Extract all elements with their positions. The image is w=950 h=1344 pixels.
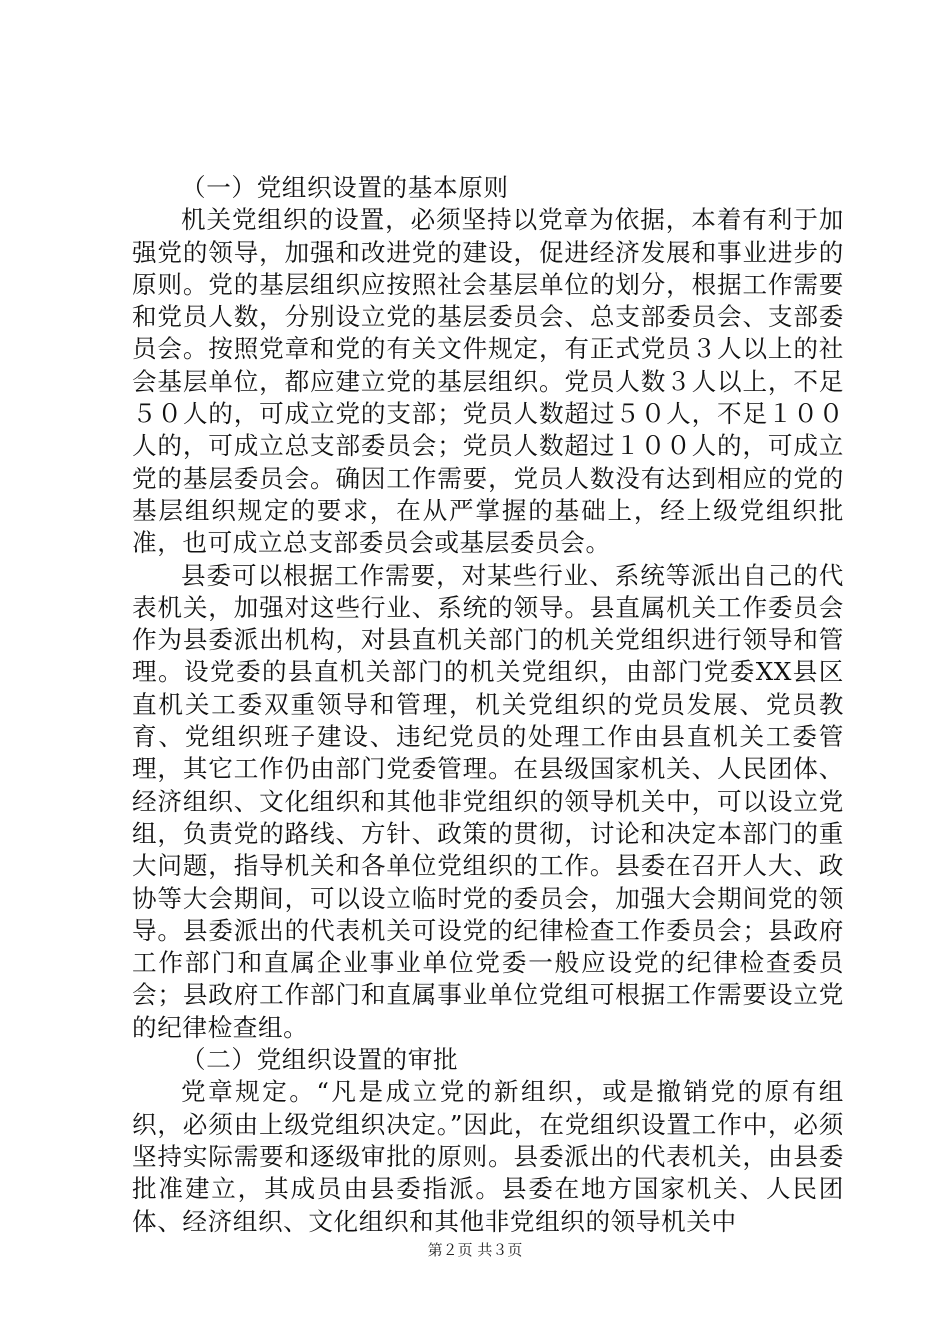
paragraph-approval: 党章规定。“凡是成立党的新组织，或是撤销党的原有组织，必须由上级党组织决定。”因此，在党组织设置工作中，必须坚持实际需要和逐级审批的原则。县委派出的代表机关，由县委批准建立，其成员由县委指派。县委在地方国家机关、人民团体、经济组织、文化组织和其他非党组织的领导机关中: [132, 1077, 844, 1236]
document-body: [132, 172, 844, 1238]
paragraph-principles: 机关党组织的设置，必须坚持以党章为依据，本着有利于加强党的领导，加强和改进党的建设，促进经济发展和事业进步的原则。党的基层组织应按照社会基层单位的划分，根据工作需要和党员人数，分别设立党的基层委员会、总支部委员会、支部委员会。按照党章和党的有关文件规定，有正式党员３人以上的社会基层单位，都应建立党的基层组织。党员人数３人以上，不足５０人的，可成立党的支部；党员人数超过５０人，不足１００人的，可成立总支部委员会；党员人数超过１００人的，可成立党的基层委员会。确因工作需要，党员人数没有达到相应的党的基层组织规定的要求，在从严掌握的基础上，经上级党组织批准，也可成立总支部委员会或基层委员会。: [132, 205, 844, 558]
paragraph-county-committee: 县委可以根据工作需要，对某些行业、系统等派出自己的代表机关，加强对这些行业、系统的领导。县直属机关工作委员会作为县委派出机构，对县直机关部门的机关党组织进行领导和管理。设党委的县直机关部门的机关党组织，由部门党委XX县区直机关工委双重领导和管理，机关党组织的党员发展、党员教育、党组织班子建设、违纪党员的处理工作由县直机关工委管理，其它工作仍由部门党委管理。在县级国家机关、人民团体、经济组织、文化组织和其他非党组织的领导机关中，可以设立党组，负责党的路线、方针、政策的贯彻，讨论和决定本部门的重大问题，指导机关和各单位党组织的工作。县委在召开人大、政协等大会期间，可以设立临时党的委员会，加强大会期间党的领导。县委派出的代表机关可设党的纪律检查工作委员会；县政府工作部门和直属企业事业单位党委一般应设党的纪律检查委员会；县政府工作部门和直属事业单位党组可根据工作需要设立党的纪律检查组。: [132, 560, 844, 1042]
page-footer: 第２页 共３页: [427, 1241, 523, 1259]
section-heading-1: （一）党组织设置的基本原则: [181, 173, 509, 202]
section-heading-2: （二）党组织设置的审批: [181, 1045, 459, 1075]
